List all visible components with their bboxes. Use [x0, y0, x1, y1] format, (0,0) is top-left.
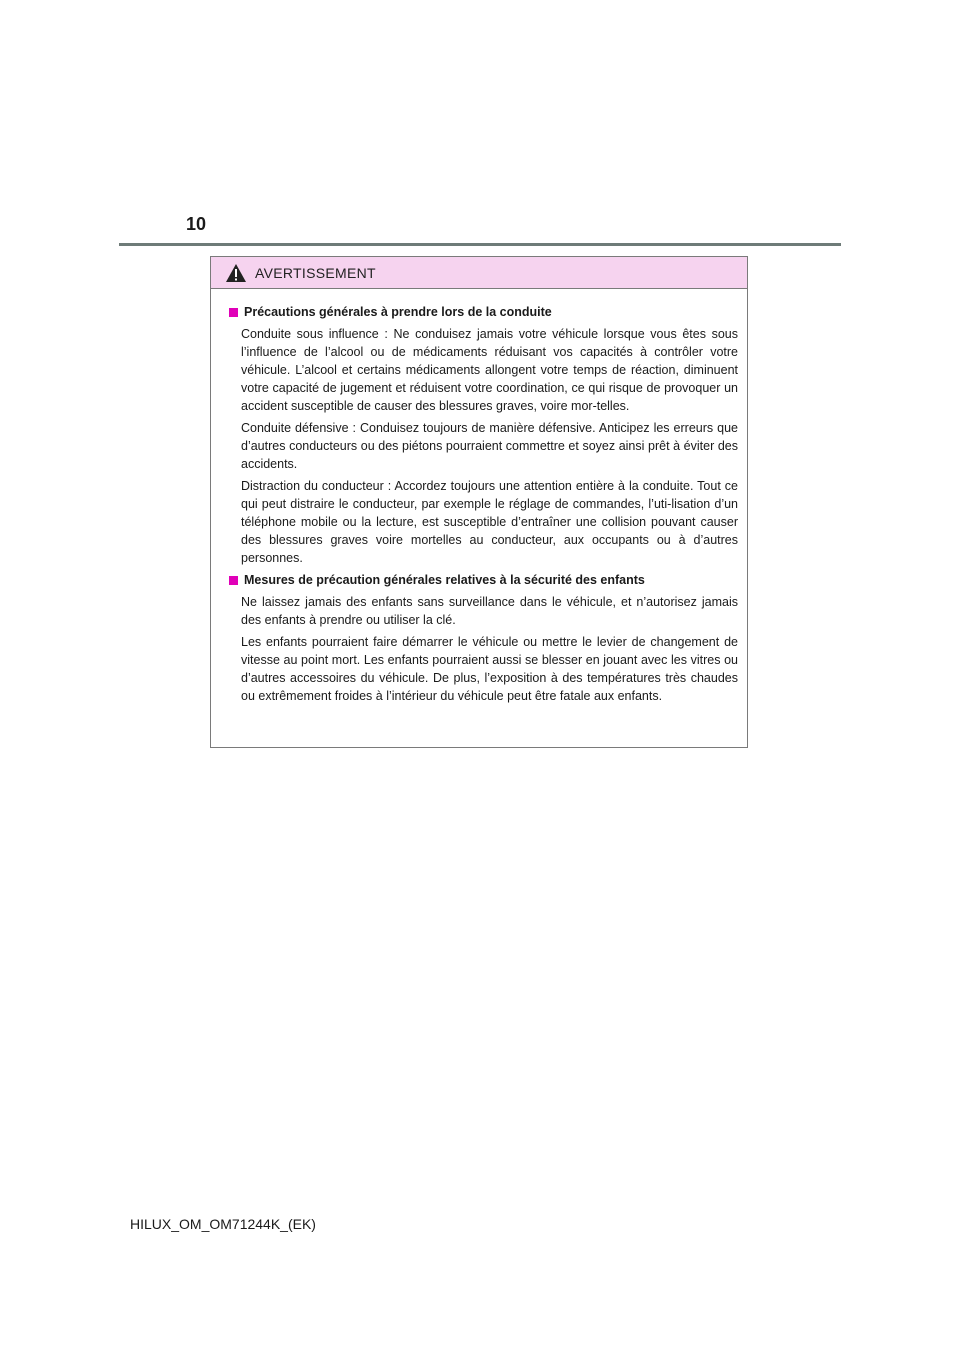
warning-triangle-icon [225, 263, 247, 283]
section-heading-text: Précautions générales à prendre lors de la conduite [244, 305, 552, 319]
section-heading [229, 571, 738, 589]
paragraph: Les enfants pourraient faire démarrer le véhicule ou mettre le levier de changement de vitesse au point mort. Les enfants pourraient aussi se blesser en jouant avec les vitres ou d’autres accessoires du véhicule. De plus, l’exposition à des températures très chaudes ou extrêmement froides à l’intérieur du véhicule peut être fatale aux enfants. [241, 635, 738, 703]
paragraph: Conduite sous influence : Ne conduisez jamais votre véhicule lorsque vous êtes sous l’influence de l’alcool ou de médicaments réduisant vos capacités à contrôler votre véhicule. L’alcool et certains médicaments allongent votre temps de réaction, diminuent votre capacité de jugement et réduisent votre coordination, ce qui risque de provoquer un accident susceptible de causer des blessures graves, voire mor-telles. [241, 327, 738, 413]
section-heading [229, 303, 738, 321]
warning-body [211, 289, 747, 705]
section-general-driving [229, 303, 738, 567]
bullet-square-icon [229, 308, 238, 317]
bullet-square-icon [229, 576, 238, 585]
page-number: 10 [186, 214, 207, 234]
header-rule [119, 243, 841, 246]
warning-title: AVERTISSEMENT [255, 264, 376, 281]
warning-header [211, 257, 747, 289]
paragraph: Conduite défensive : Conduisez toujours de manière défensive. Anticipez les erreurs que d’autres conducteurs ou des piétons pourraient commettre et soyez ainsi prêt à éviter des accidents. [241, 421, 738, 471]
warning-box [210, 256, 748, 748]
document-code: HILUX_OM_OM71244K_(EK) [130, 1216, 316, 1232]
paragraph: Ne laissez jamais des enfants sans surveillance dans le véhicule, et n’autorisez jamais des enfants à prendre ou utiliser la clé. [241, 595, 738, 627]
section-child-safety [229, 571, 738, 705]
section-heading-text: Mesures de précaution générales relatives à la sécurité des enfants [244, 573, 645, 587]
paragraph: Distraction du conducteur : Accordez toujours une attention entière à la conduite. Tout ce qui peut distraire le conducteur, par exemple le réglage de commandes, l’uti-lisation d’un téléphone mobile ou la lecture, est susceptible d’entraîner une collision pouvant causer des blessures graves voire mortelles au conducteur, aux occupants ou à d’autres personnes. [241, 479, 738, 565]
